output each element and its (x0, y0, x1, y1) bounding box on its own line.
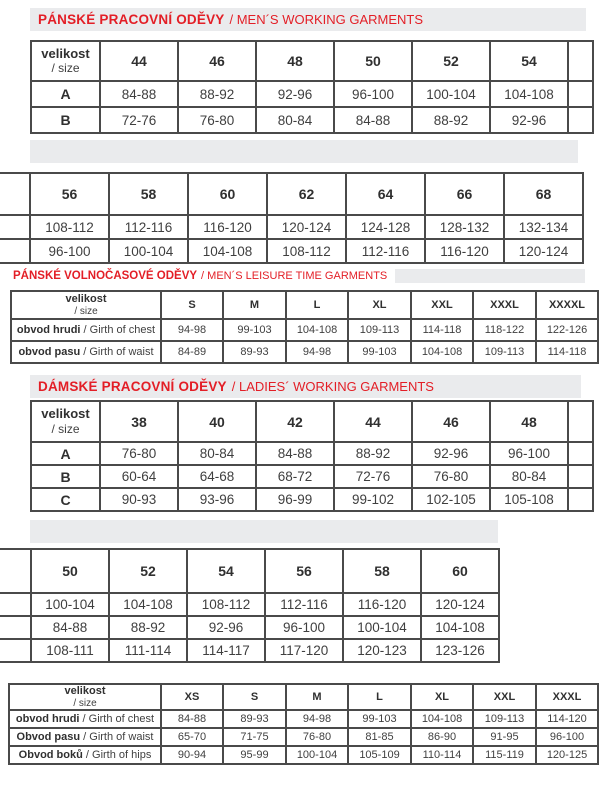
row-label-bold: Obvod boků (18, 749, 83, 762)
row-label-cell (9, 746, 161, 764)
value-cell: 96-100 (334, 81, 412, 107)
value-cell: 92-96 (187, 616, 265, 639)
value-cell: 118-122 (473, 319, 536, 341)
row-label-bold: obvod hrudi (15, 713, 80, 726)
value-cell: 84-89 (161, 341, 223, 363)
value-cell: 112-116 (109, 215, 188, 239)
corner-label-bold: velikost (41, 406, 90, 422)
corner-cell (9, 684, 161, 710)
clipped-cell (568, 81, 593, 107)
section-title-ladies-working (30, 375, 581, 398)
row-label-bold: obvod hrudi (16, 324, 81, 336)
row-label-cell: C (31, 488, 100, 511)
value-cell: 100-104 (109, 239, 188, 263)
value-cell: 111-114 (109, 639, 187, 662)
value-cell: 65-70 (161, 728, 223, 746)
value-cell: 94-98 (161, 319, 223, 341)
value-cell: 88-92 (334, 442, 412, 465)
clipped-cell (568, 442, 593, 465)
value-cell: 100-104 (286, 746, 348, 764)
size-header-cell: 58 (343, 549, 421, 593)
size-header-cell: 60 (188, 173, 267, 215)
value-cell: 108-112 (30, 215, 109, 239)
value-cell: 99-103 (223, 319, 286, 341)
value-cell: 104-108 (411, 710, 473, 728)
value-cell: 89-93 (223, 710, 286, 728)
value-cell: 109-113 (473, 710, 536, 728)
value-cell: 90-94 (161, 746, 223, 764)
value-cell: 108-112 (187, 593, 265, 616)
clipped-cell (0, 173, 30, 215)
size-header-cell: L (348, 684, 411, 710)
table-ladies-leisure (8, 683, 599, 765)
value-cell: 114-120 (536, 710, 598, 728)
section-title-czech: PÁNSKÉ VOLNOČASOVÉ ODĚVY (13, 270, 198, 282)
value-cell: 80-84 (178, 442, 256, 465)
size-header-cell: 48 (256, 41, 334, 81)
value-cell: 124-128 (346, 215, 425, 239)
section-title-english: / MEN´S LEISURE TIME GARMENTS (201, 270, 388, 282)
value-cell: 86-90 (411, 728, 473, 746)
value-cell: 92-96 (490, 107, 568, 133)
value-cell: 116-120 (425, 239, 504, 263)
value-cell: 115-119 (473, 746, 536, 764)
size-header-cell: 58 (109, 173, 188, 215)
size-header-cell: 42 (256, 401, 334, 442)
section-title-mens-working (30, 8, 586, 31)
size-header-cell: 56 (265, 549, 343, 593)
value-cell: 90-93 (100, 488, 178, 511)
row-label-cell (11, 341, 161, 363)
value-cell: 110-114 (411, 746, 473, 764)
value-cell: 68-72 (256, 465, 334, 488)
value-cell: 76-80 (100, 442, 178, 465)
size-header-cell: S (223, 684, 286, 710)
section-title-czech: DÁMSKÉ PRACOVNÍ ODĚVY (38, 379, 227, 394)
size-header-cell: 46 (178, 41, 256, 81)
value-cell: 88-92 (412, 107, 490, 133)
row-label-cell: B (31, 465, 100, 488)
size-header-cell: 68 (504, 173, 583, 215)
size-header-cell: M (223, 291, 286, 319)
size-header-cell: 62 (267, 173, 346, 215)
value-cell: 96-100 (30, 239, 109, 263)
value-cell: 102-105 (412, 488, 490, 511)
value-cell: 112-116 (346, 239, 425, 263)
value-cell: 120-124 (267, 215, 346, 239)
value-cell: 109-113 (348, 319, 411, 341)
value-cell: 109-113 (473, 341, 536, 363)
value-cell: 84-88 (100, 81, 178, 107)
clipped-cell (568, 465, 593, 488)
value-cell: 114-117 (187, 639, 265, 662)
size-header-cell: 40 (178, 401, 256, 442)
size-header-cell: XXL (473, 684, 536, 710)
value-cell: 92-96 (412, 442, 490, 465)
value-cell: 112-116 (265, 593, 343, 616)
value-cell: 116-120 (343, 593, 421, 616)
value-cell: 104-108 (490, 81, 568, 107)
value-cell: 80-84 (256, 107, 334, 133)
value-cell: 76-80 (412, 465, 490, 488)
size-header-cell: 60 (421, 549, 499, 593)
value-cell: 100-104 (31, 593, 109, 616)
value-cell: 64-68 (178, 465, 256, 488)
row-label-cell: A (31, 442, 100, 465)
row-label-cell (9, 728, 161, 746)
value-cell: 100-104 (412, 81, 490, 107)
size-header-cell: 50 (31, 549, 109, 593)
value-cell: 71-75 (223, 728, 286, 746)
corner-cell (31, 41, 100, 81)
row-label-cell (9, 710, 161, 728)
value-cell: 122-126 (536, 319, 598, 341)
table-mens-working-sizes-56-68 (0, 172, 584, 264)
clipped-cell (0, 215, 30, 239)
clipped-cell (0, 593, 31, 616)
value-cell: 89-93 (223, 341, 286, 363)
value-cell: 99-103 (348, 341, 411, 363)
corner-label-light: / size (51, 421, 80, 436)
value-cell: 99-103 (348, 710, 411, 728)
size-header-cell: 44 (334, 401, 412, 442)
value-cell: 95-99 (223, 746, 286, 764)
row-label-bold: obvod pasu (18, 346, 81, 358)
value-cell: 120-123 (343, 639, 421, 662)
row-label-cell: B (31, 107, 100, 133)
value-cell: 84-88 (256, 442, 334, 465)
value-cell: 93-96 (178, 488, 256, 511)
row-label-bold: Obvod pasu (16, 731, 81, 744)
value-cell: 76-80 (286, 728, 348, 746)
value-cell: 116-120 (188, 215, 267, 239)
value-cell: 108-111 (31, 639, 109, 662)
clipped-cell (0, 239, 30, 263)
clipped-cell (568, 41, 593, 81)
size-header-cell: 64 (346, 173, 425, 215)
value-cell: 104-108 (286, 319, 348, 341)
clipped-cell (568, 401, 593, 442)
value-cell: 72-76 (334, 465, 412, 488)
row-label-light: / Girth of waist (83, 346, 154, 358)
corner-label-light: / size (73, 698, 97, 710)
value-cell: 114-118 (411, 319, 473, 341)
value-cell: 91-95 (473, 728, 536, 746)
corner-label-bold: velikost (41, 45, 90, 61)
row-label-cell (11, 319, 161, 341)
corner-cell (31, 401, 100, 442)
size-header-cell: XXXXL (536, 291, 598, 319)
size-header-cell: XXL (411, 291, 473, 319)
value-cell: 94-98 (286, 341, 348, 363)
value-cell: 120-124 (504, 239, 583, 263)
clipped-cell (0, 616, 31, 639)
clipped-cell (568, 488, 593, 511)
value-cell: 104-108 (109, 593, 187, 616)
size-header-cell: L (286, 291, 348, 319)
row-label-light: / Girth of chest (82, 713, 155, 726)
section-title-english: / MEN´S WORKING GARMENTS (229, 12, 424, 27)
value-cell: 104-108 (188, 239, 267, 263)
size-header-cell: 56 (30, 173, 109, 215)
divider-bar (30, 520, 498, 543)
value-cell: 92-96 (256, 81, 334, 107)
clipped-cell (568, 107, 593, 133)
value-cell: 108-112 (267, 239, 346, 263)
clipped-cell (0, 639, 31, 662)
table-ladies-working-sizes-38-48 (30, 400, 594, 512)
corner-label-light: / size (74, 306, 98, 318)
clipped-cell (0, 549, 31, 593)
size-header-cell: 54 (490, 41, 568, 81)
value-cell: 96-100 (490, 442, 568, 465)
size-header-cell: 44 (100, 41, 178, 81)
value-cell: 88-92 (109, 616, 187, 639)
value-cell: 99-102 (334, 488, 412, 511)
value-cell: 84-88 (334, 107, 412, 133)
size-header-cell: XXXL (536, 684, 598, 710)
size-header-cell: 46 (412, 401, 490, 442)
size-header-cell: M (286, 684, 348, 710)
value-cell: 96-99 (256, 488, 334, 511)
value-cell: 80-84 (490, 465, 568, 488)
value-cell: 100-104 (343, 616, 421, 639)
table-mens-working-sizes-44-54 (30, 40, 594, 134)
row-label-light: / Girth of waist (83, 731, 154, 744)
size-header-cell: XL (411, 684, 473, 710)
title-tail-bar (395, 269, 585, 283)
value-cell: 76-80 (178, 107, 256, 133)
value-cell: 117-120 (265, 639, 343, 662)
row-label-light: / Girth of hips (85, 749, 152, 762)
value-cell: 114-118 (536, 341, 598, 363)
value-cell: 128-132 (425, 215, 504, 239)
section-title-mens-leisure (13, 269, 585, 283)
size-header-cell: 52 (109, 549, 187, 593)
size-header-cell: XL (348, 291, 411, 319)
size-header-cell: 48 (490, 401, 568, 442)
size-header-cell: S (161, 291, 223, 319)
corner-label-bold: velikost (64, 685, 106, 697)
value-cell: 120-125 (536, 746, 598, 764)
size-header-cell: XS (161, 684, 223, 710)
value-cell: 84-88 (161, 710, 223, 728)
value-cell: 104-108 (421, 616, 499, 639)
value-cell: 105-109 (348, 746, 411, 764)
value-cell: 105-108 (490, 488, 568, 511)
value-cell: 84-88 (31, 616, 109, 639)
value-cell: 88-92 (178, 81, 256, 107)
value-cell: 96-100 (265, 616, 343, 639)
size-header-cell: 50 (334, 41, 412, 81)
value-cell: 81-85 (348, 728, 411, 746)
size-header-cell: 66 (425, 173, 504, 215)
value-cell: 104-108 (411, 341, 473, 363)
value-cell: 120-124 (421, 593, 499, 616)
size-header-cell: XXXL (473, 291, 536, 319)
value-cell: 123-126 (421, 639, 499, 662)
section-title-english: / LADIES´ WORKING GARMENTS (231, 379, 434, 394)
corner-label-light: / size (51, 61, 80, 76)
table-ladies-working-sizes-50-60 (0, 548, 500, 663)
size-header-cell: 38 (100, 401, 178, 442)
corner-label-bold: velikost (65, 292, 107, 305)
table-mens-leisure (10, 290, 599, 364)
row-label-cell: A (31, 81, 100, 107)
divider-bar (30, 140, 578, 163)
section-title-czech: PÁNSKÉ PRACOVNÍ ODĚVY (38, 12, 225, 27)
value-cell: 94-98 (286, 710, 348, 728)
size-header-cell: 54 (187, 549, 265, 593)
size-header-cell: 52 (412, 41, 490, 81)
value-cell: 96-100 (536, 728, 598, 746)
value-cell: 132-134 (504, 215, 583, 239)
value-cell: 72-76 (100, 107, 178, 133)
value-cell: 60-64 (100, 465, 178, 488)
row-label-light: / Girth of chest (83, 324, 156, 336)
corner-cell (11, 291, 161, 319)
